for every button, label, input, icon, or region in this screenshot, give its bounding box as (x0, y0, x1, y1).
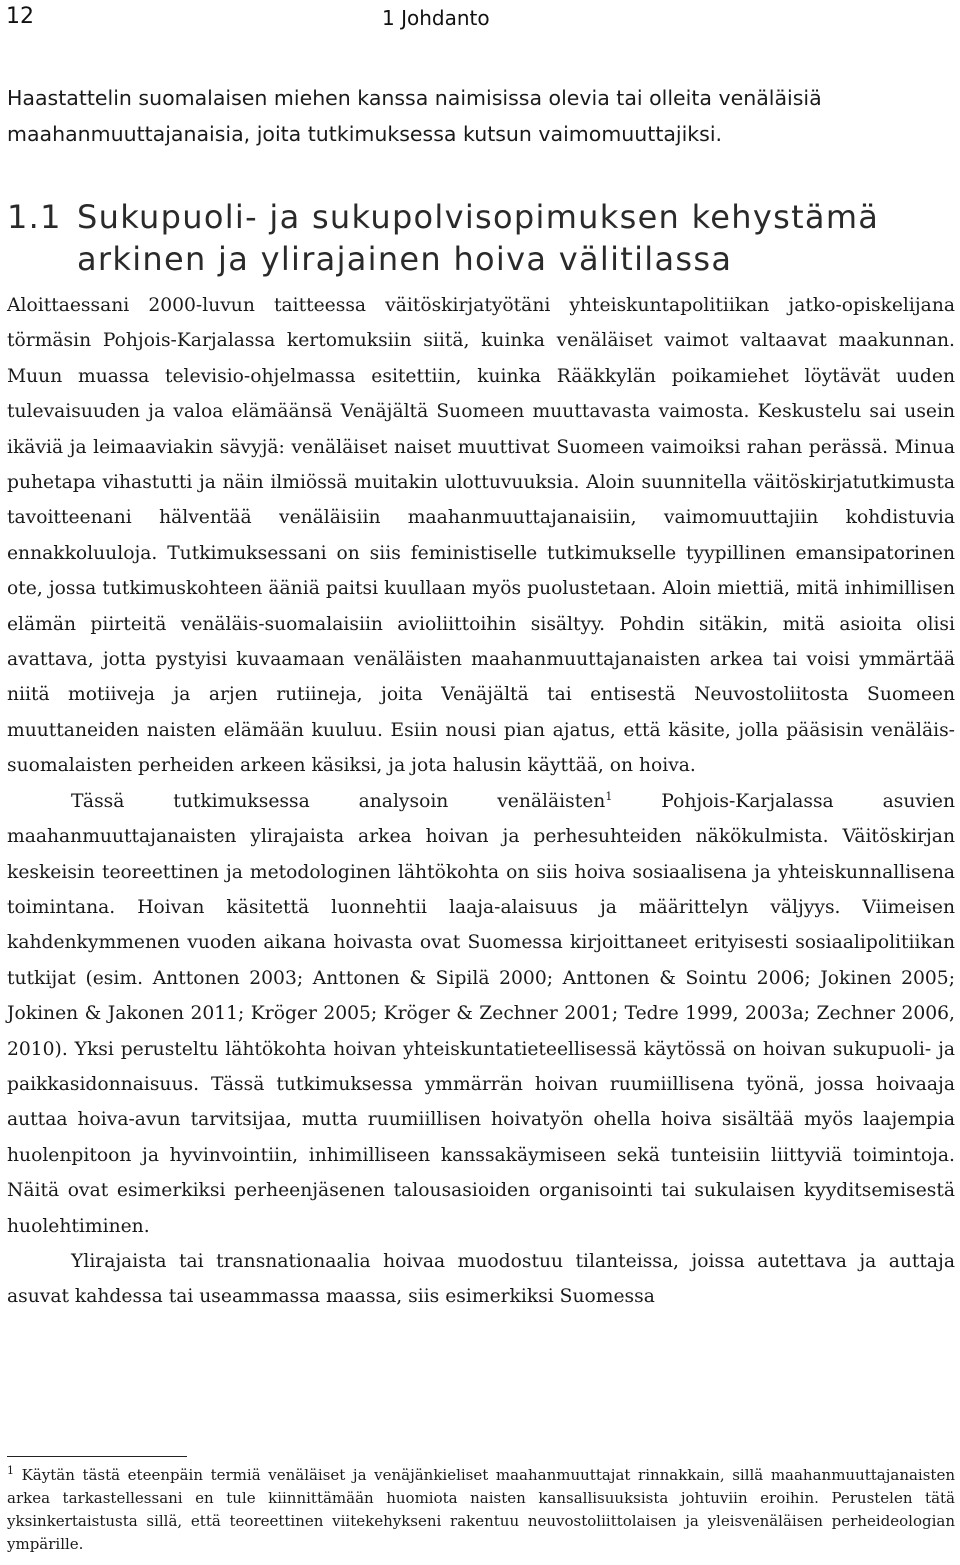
footnote-marker: 1 (7, 1464, 14, 1477)
footnote-text: Käytän tästä eteenpäin termiä venäläiset ja venäjänkieliset maahanmuuttajat rinnakkain, sillä maahanmuuttajanaisten arkea tarkastellessani en tule kiinnittämään huomiota naisten kansallisuuksista johtuviin eroihin. Perustelen tätä yksinkertaistusta sillä, että teoreettinen viitekehykseni rakentuu neuvostoliittolaisen ja yleisvenäläisen perheideologian ympärille. (7, 1466, 955, 1553)
footnote-divider (7, 1456, 187, 1457)
footnote-reference[interactable]: 1 (605, 789, 613, 803)
intro-paragraph: Haastattelin suomalaisen miehen kanssa naimisissa olevia tai olleita venäläisiä maahanmuuttajanaisia, joita tutkimuksessa kutsun vaimomuuttajiksi. (7, 86, 822, 146)
footnote-body (7, 1464, 955, 1556)
page-number: 12 (6, 4, 34, 29)
section-title-line2: arkinen ja ylirajainen hoiva välitilassa (77, 240, 733, 278)
paragraph-2-start: Tässä tutkimuksessa analysoin venäläisten (71, 790, 606, 812)
section-heading (7, 196, 955, 280)
paragraph-2-rest: Pohjois-Karjalassa asuvien maahanmuuttajanaisten ylirajaista arkea hoivan ja perhesuhteiden näkökulmista. Väitöskirjan keskeisin teoreettinen ja metodologinen lähtökohta on siis hoiva sosiaalisena ja yhteiskunnallisena toimintana. Hoivan käsitettä luonnehtii laaja-alaisuus ja määrittelyn väljyys. Viimeisen kahdenkymmenen vuoden aikana hoivasta ovat Suomessa kirjoittaneet erityisesti sosiaalipolitiikan tutkijat (esim. Anttonen 2003; Anttonen & Sipilä 2000; Anttonen & Sointu 2006; Jokinen 2005; Jokinen & Jakonen 2011; Kröger 2005; Kröger & Zechner 2001; Tedre 1999, 2003a; Zechner 2006, 2010). Yksi perusteltu lähtökohta hoivan yhteiskuntatieteellisessä käytössä on hoivan sukupuoli- ja paikkasidonnaisuus. Tässä tutkimuksessa ymmärrän hoivan ruumiillisena työnä, jossa hoivaaja auttaa hoiva-avun tarvitsijaa, mutta ruumiillisen hoivatyön ohella hoiva sisältää myös laajempia huolenpitoon ja hyvinvointiin, inhimilliseen kanssakäymiseen sekä tunteisiin liittyviä toimintoja. Näitä ovat esimerkiksi perheenjäsenen talousasioiden organisointi tai sukulaisen kyyditsemisestä huolehtiminen. (7, 790, 956, 1237)
chapter-title: 1 Johdanto (382, 6, 490, 30)
paragraph-1: Aloittaessani 2000-luvun taitteessa väitöskirjatyötäni yhteiskuntapolitiikan jatko-opiskelijana törmäsin Pohjois-Karjalassa kertomuksiin siitä, kuinka venäläiset vaimot valtaavat maakunnan. Muun muassa televisio-ohjelmassa esitettiin, kuinka Rääkkylän poikamiehet löytävät uuden tulevaisuuden ja valoa elämäänsä Venäjältä Suomeen muuttavasta vaimosta. Keskustelu sai usein ikäviä ja leimaaviakin sävyjä: venäläiset naiset muuttivat Suomeen vaimoiksi rahan perässä. Minua puhetapa vihastutti ja näin ilmiössä muitakin ulottuvuuksia. Aloin suunnitella väitöskirjatutkimusta tavoitteenani hälventää venäläisiin maahanmuuttajanaisiin, vaimomuuttajiin kohdistuvia ennakkoluuloja. Tutkimuksessani on siis feministiselle tutkimukselle tyypillinen emansipatorinen ote, jossa tutkimuskohteen ääniä paitsi kuullaan myös puolustetaan. Aloin miettiä, mitä inhimillisen elämän piirteitä venäläis-suomalaisiin avioliittoihin sisältyy. Pohdin sitäkin, mitä asioita olisi avattava, jotta pystyisi kuvaamaan venäläisten maahanmuuttajanaisten arkea tai voisi ymmärtää niitä motiiveja ja arjen rutiineja, joita Venäjältä tai entisestä Neuvostoliitosta Suomeen muuttaneiden naisten elämään kuuluu. Esiin nousi pian ajatus, että käsite, jolla pääsisin venäläis-suomalaisten perheiden arkeen käsiksi, ja jota halusin käyttää, on hoiva. (7, 295, 955, 777)
footnote (7, 1464, 955, 1556)
section-number: 1.1 (7, 198, 62, 236)
paragraph-3: Ylirajaista tai transnationaalia hoivaa muodostuu tilanteissa, joissa autettava ja auttaja asuvat kahdessa tai useammassa maassa, siis esimerkiksi Suomessa (7, 1250, 955, 1308)
section-title-line1: Sukupuoli- ja sukupolvisopimuksen kehystämä (77, 198, 880, 236)
running-header (6, 4, 946, 32)
body-text (7, 288, 955, 1315)
paragraph-2 (7, 784, 955, 1244)
